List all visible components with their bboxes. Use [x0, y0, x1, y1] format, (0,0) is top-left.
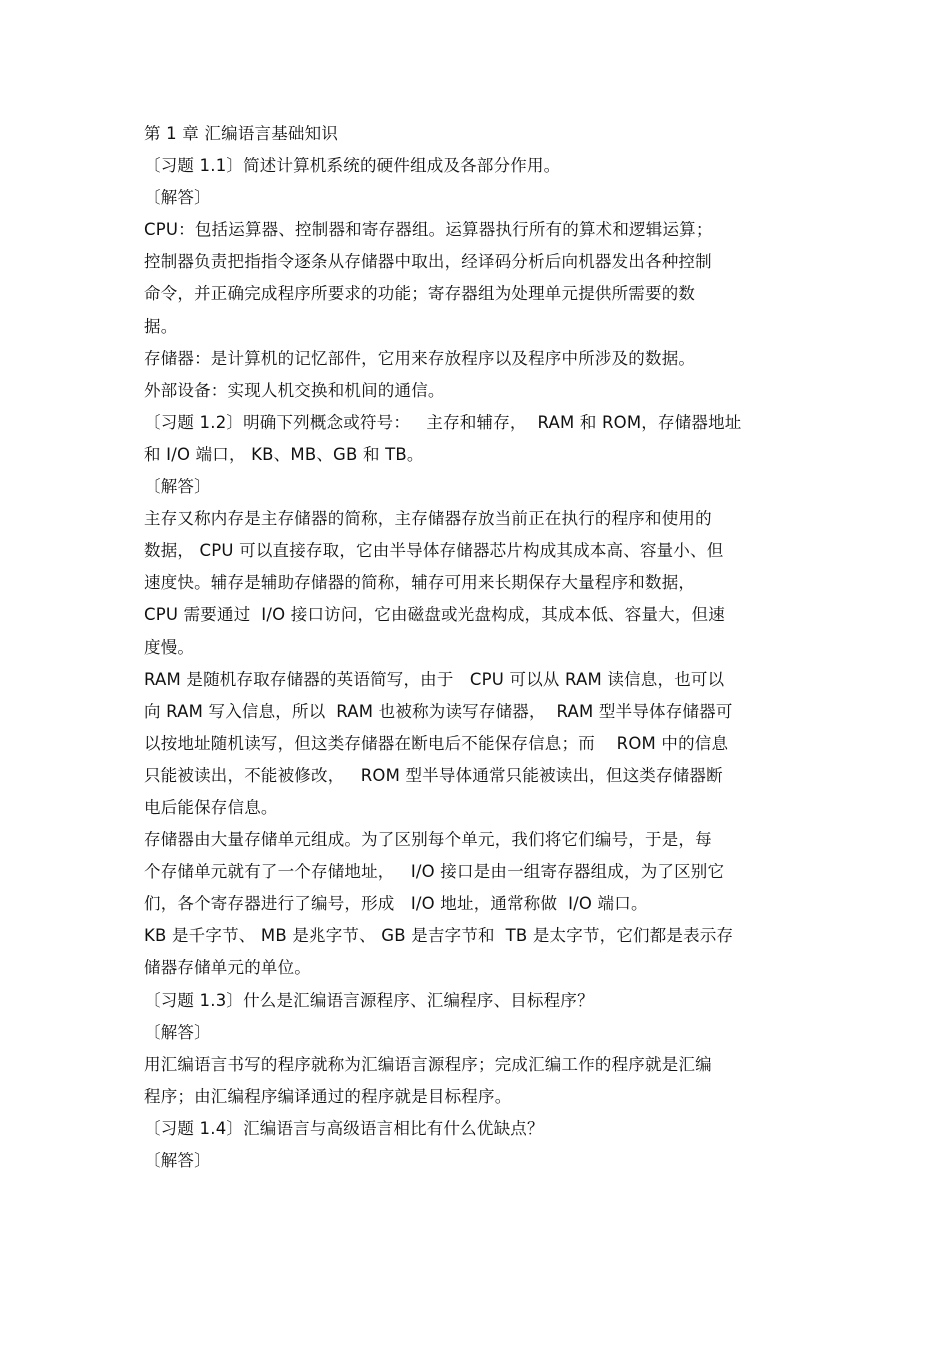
answer-text-line: 存储器由大量存储单元组成。为了区别每个单元，我们将它们编号，于是，每 [144, 830, 712, 850]
exercise-1-3-question: 〔习题 1.3〕什么是汇编语言源程序、汇编程序、目标程序？ [144, 990, 594, 1010]
answer-text-line: 电后能保存信息。 [144, 797, 278, 817]
answer-text-line: CPU：包括运算器、控制器和寄存器组。运算器执行所有的算术和逻辑运算； [144, 220, 713, 240]
answer-label: 〔解答〕 [144, 1151, 211, 1170]
answer-text-line: 储器存储单元的单位。 [144, 958, 311, 978]
answer-text-line: 程序；由汇编程序编译通过的程序就是目标程序。 [144, 1086, 512, 1106]
answer-text-line: 用汇编语言书写的程序就称为汇编语言源程序；完成汇编工作的程序就是汇编 [144, 1054, 712, 1074]
answer-text-line: 据。 [144, 316, 178, 336]
answer-text-line: 个存储单元就有了一个存储地址， I/O 接口是由一组寄存器组成，为了区别它 [144, 862, 725, 882]
answer-text-line: 度慢。 [144, 637, 195, 657]
answer-text-line: 控制器负责把指指令逐条从存储器中取出，经译码分析后向机器发出各种控制 [144, 252, 712, 272]
answer-text-line: 以按地址随机读写，但这类存储器在断电后不能保存信息；而 ROM 中的信息 [144, 733, 729, 753]
answer-text-line: 只能被读出，不能被修改， ROM 型半导体通常只能被读出，但这类存储器断 [144, 765, 723, 785]
chapter-title: 第 1 章 汇编语言基础知识 [144, 124, 339, 143]
answer-text-line: 们，各个寄存器进行了编号，形成 I/O 地址，通常称做 I/O 端口。 [144, 894, 648, 914]
answer-text-line: 外部设备：实现人机交换和机间的通信。 [144, 380, 445, 400]
answer-text-line: 速度快。辅存是辅助存储器的简称，辅存可用来长期保存大量程序和数据， [144, 573, 696, 593]
document-page [144, 118, 804, 1177]
answer-text-line: 存储器：是计算机的记忆部件，它用来存放程序以及程序中所涉及的数据。 [144, 348, 696, 368]
answer-text-line: CPU 需要通过 I/O 接口访问，它由磁盘或光盘构成，其成本低、容量大，但速 [144, 605, 725, 625]
answer-label: 〔解答〕 [144, 1022, 211, 1042]
exercise-1-2-question: 和 I/O 端口， KB、MB、GB 和 TB。 [144, 444, 424, 464]
exercise-1-2-question: 〔习题 1.2〕明确下列概念或符号： 主存和辅存， RAM 和 ROM，存储器地址 [144, 412, 742, 432]
answer-text-line: 向 RAM 写入信息，所以 RAM 也被称为读写存储器， RAM 型半导体存储器可 [144, 701, 733, 721]
answer-text-line: 命令，并正确完成程序所要求的功能；寄存器组为处理单元提供所需要的数 [144, 284, 696, 304]
answer-text-line: 数据， CPU 可以直接存取，它由半导体存储器芯片构成其成本高、容量小、但 [144, 541, 724, 561]
answer-text-line: KB 是千字节、 MB 是兆字节、 GB 是吉字节和 TB 是太字节，它们都是表示存 [144, 926, 734, 946]
exercise-1-1-question: 〔习题 1.1〕简述计算机系统的硬件组成及各部分作用。 [144, 156, 561, 176]
exercise-1-4-question: 〔习题 1.4〕汇编语言与高级语言相比有什么优缺点？ [144, 1118, 544, 1138]
answer-label: 〔解答〕 [144, 477, 211, 497]
answer-text-line: 主存又称内存是主存储器的简称，主存储器存放当前正在执行的程序和使用的 [144, 509, 712, 529]
answer-label: 〔解答〕 [144, 188, 211, 208]
answer-text-line: RAM 是随机存取存储器的英语简写，由于 CPU 可以从 RAM 读信息，也可以 [144, 669, 725, 689]
